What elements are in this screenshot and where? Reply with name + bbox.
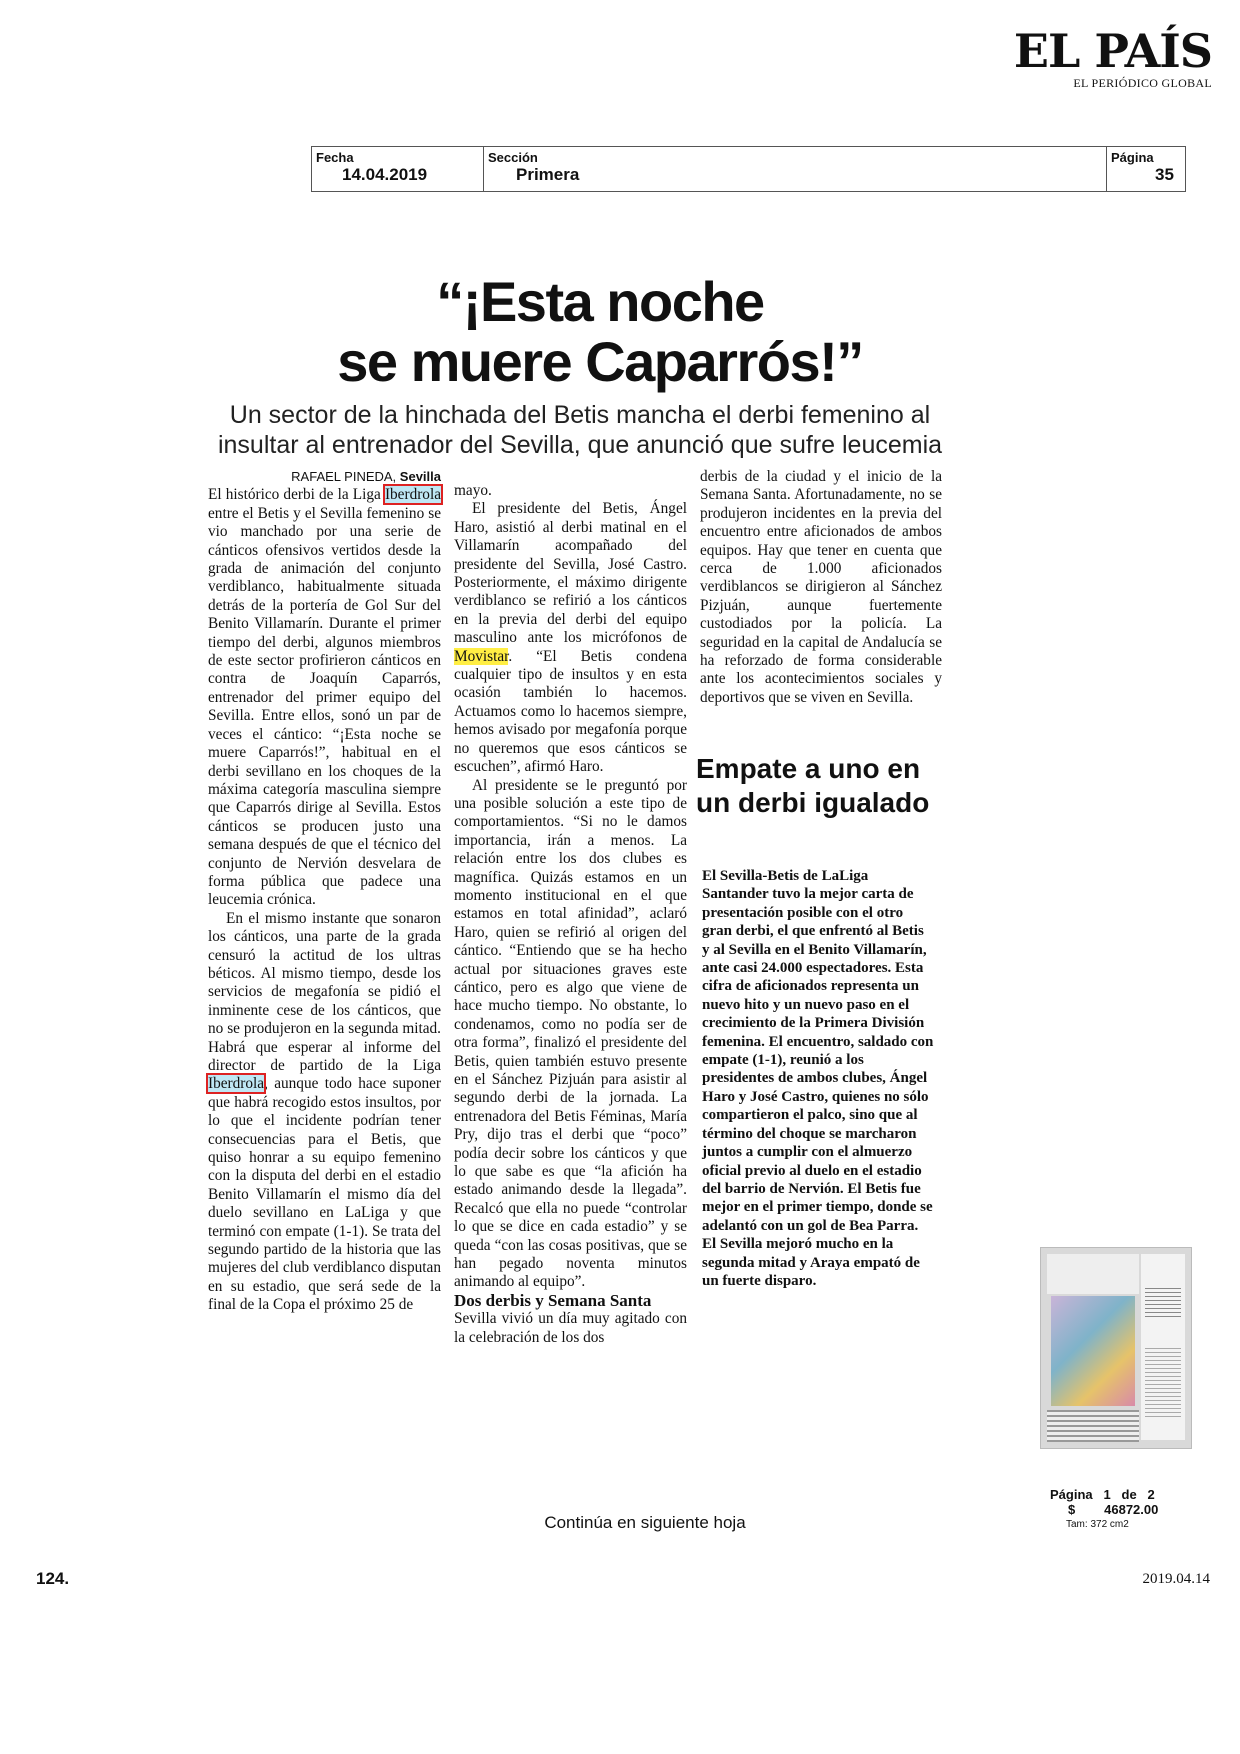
meta-seccion-cell xyxy=(484,147,1107,191)
article-headline xyxy=(200,272,1000,392)
text-run: . “El Betis condena cualquier tipo de insultos y en esta ocasión también lo hacemos. Actuamos como lo hacemos siempre, hemos avisado por megafonía porque no queremos que esos cánticos se escuchen”, afirmó Haro. xyxy=(454,647,687,776)
text-run: El presidente del Betis, Ángel Haro, asistió al derbi matinal en el Villamarín acompañado del presidente del Sevilla, José Castro. Posteriormente, el máximo dirigente verdiblanco se refirió a los cánticos en la previa del derbi del equipo masculino ante los micrófonos de xyxy=(454,500,687,647)
article-column-1 xyxy=(208,468,441,1315)
headline-line-1: “¡Esta noche xyxy=(436,270,764,333)
page-value: $ 46872.00 xyxy=(1068,1502,1159,1517)
page-count: Página 1 de 2 xyxy=(1050,1487,1155,1502)
page-number: 124. xyxy=(36,1569,70,1588)
thumbnail-text-lines xyxy=(1145,1288,1181,1318)
text-run: entre el Betis y el Sevilla femenino se vio manchado por una serie de cánticos ofensivos vertidos desde la grada de animación del conjunto verdiblanco, habitualmente situada detrás de la portería de Gol Sur del Benito Villamarín. Durante el primer tiempo del derbi, algunos miembros de este sector profirieron cánticos en contra de Joaquín Caparrós, entrenador del primer equipo del Sevilla. Entre ellos, sonó un par de veces el cántico: “¡Esta noche se muere Caparrós!”, habitual en el derbi sevillano en los choques de la máxima categoría masculina siempre que Caparrós dirige al Sevilla. Estos cánticos se producen justo una semana después de que el técnico del conjunto de Nervión desvelara de forma pública que padece una leucemia crónica. xyxy=(208,504,441,909)
paragraph: Sevilla vivió un día muy agitado con la celebración de los dos xyxy=(454,1310,687,1346)
paragraph: mayo. xyxy=(454,482,492,499)
meta-fecha-cell xyxy=(312,147,484,191)
article-column-3 xyxy=(700,468,942,707)
highlighted-term-movistar: Movistar xyxy=(454,647,509,665)
article-column-2 xyxy=(454,482,687,1347)
headline-line-2: se muere Caparrós!” xyxy=(337,330,863,393)
meta-seccion-value: Primera xyxy=(516,165,580,184)
logo-tagline: EL PERIÓDICO GLOBAL xyxy=(1073,76,1212,90)
logo-name: EL PAÍS xyxy=(1013,24,1212,78)
text-run: , aunque todo hace suponer que habrá recogido estos insultos, por lo que el incidente podrían tener consecuencias para el Betis, que quiso honrar a su equipo femenino con la disputa del derbi en el estadio Benito Villamarín el mismo día del duelo sevillano en LaLiga y que terminó con empate (1-1). Se trata del segundo partido de la historia que las mujeres del club verdiblanco disputan en su estadio, que será sede de la final de la Copa el próximo 25 de xyxy=(208,1075,441,1314)
paragraph xyxy=(208,486,441,909)
paragraph xyxy=(208,910,441,1315)
byline-author: RAFAEL PINEDA, xyxy=(291,469,397,484)
meta-fecha-label: Fecha xyxy=(316,150,354,165)
thumbnail-photo xyxy=(1051,1296,1135,1406)
page-size: Tam: 372 cm2 xyxy=(1066,1519,1129,1530)
highlighted-term-iberdrola: Iberdrola xyxy=(384,486,441,504)
thumbnail-text-lines xyxy=(1145,1348,1181,1418)
sidebar-title: Empate a uno en un derbi igualado xyxy=(696,753,930,818)
meta-seccion-label: Sección xyxy=(488,150,538,165)
section-subheading: Dos derbis y Semana Santa xyxy=(454,1290,652,1310)
paragraph xyxy=(454,500,687,776)
page-thumbnail xyxy=(1040,1247,1192,1449)
meta-fecha-value: 14.04.2019 xyxy=(342,165,428,184)
metadata-table xyxy=(311,146,1186,192)
thumbnail-headline-block xyxy=(1047,1254,1139,1294)
text-run: En el mismo instante que sonaron los cánticos, una parte de la grada censuró la actitud de los ultras béticos. Al mismo tiempo, desde los servicios de megafonía se pidió el inminente cese de los cánticos, que no se produjeron en la segunda mitad. Habrá que esperar al informe del director de partido de la Liga xyxy=(208,909,441,1074)
paragraph: Al presidente se le preguntó por una posible solución a este tipo de comportamientos. “Si no le damos importancia, irán a menos. La relación entre los dos clubes es magnífica. Quizás estamos en un momento institucional en el que estamos en total afinidad”, aclaró Haro, quien se refirió al origen del cántico. “Entiendo que se ha hecho actual por situaciones graves este cántico, pero es algo que viene de hace mucho tiempo. No obstante, lo condenamos, como no podía ser de otra forma”, finalizó el presidente del Betis, quien también estuvo presente en el Sánchez Pizjuán para asistir al segundo derbi de la jornada. La entrenadora del Betis Féminas, María Pry, dijo tras el derbi que “poco” podía decir sobre los cánticos y que lo que sabe es que “la afición ha estado animando desde la llegada”. Recalcó que ella no puede “controlar lo que se dice en cada estadio” y se queda “con las cosas positivas, que se han pegado noventa minutos animando al equipo”. xyxy=(454,776,687,1291)
paragraph: derbis de la ciudad y el inicio de la Semana Santa. Afortunadamente, no se produjeron incidentes en la previa del encuentro entre aficionados de ambos equipos. Hay que tener en cuenta que cerca de 1.000 aficionados verdiblancos se dirigieron al Sánchez Pizjuán, aunque fuertemente custodiados por la policía. La seguridad en la capital de Andalucía se ha reforzado de forma considerable ante los acontecimientos sociales y deportivos que se viven en Sevilla. xyxy=(700,468,942,706)
footer-date: 2019.04.14 xyxy=(1142,1571,1210,1587)
meta-pagina-cell xyxy=(1107,147,1185,191)
article-subheadline: Un sector de la hinchada del Betis mancha el derbi femenino al insultar al entrenador del Sevilla, que anunció que sufre leucemia xyxy=(217,401,943,459)
newspaper-logo xyxy=(1012,24,1212,91)
page-info xyxy=(1050,1487,1200,1532)
byline xyxy=(208,468,441,486)
text-run: El histórico derbi de la Liga xyxy=(208,486,385,504)
byline-place: Sevilla xyxy=(399,469,441,484)
highlighted-term-iberdrola: Iberdrola xyxy=(208,1075,265,1093)
sidebar-body: El Sevilla-Betis de LaLiga Santander tuvo la mejor carta de presentación posible con el otro gran derbi, el que enfrentó al Betis y al Sevilla en el Benito Villamarín, ante casi 24.000 espectadores. Esta cifra de aficionados representa un nuevo hito y un nuevo paso en el crecimiento de la Primera División femenina. El encuentro, saldado con empate (1-1), reunió a los presidentes de ambos clubes, Ángel Haro y José Castro, quienes no sólo compartieron el palco, sino que al término del choque se marcharon juntos a cumplir con el almuerzo oficial previo al duelo en el estadio del barrio de Nervión. El Betis fue mejor en el primer tiempo, donde se adelantó con un gol de Bea Parra. El Sevilla mejoró mucho en la segunda mitad y Araya empató de un fuerte disparo. xyxy=(702,868,934,1289)
continues-note: Continúa en siguiente hoja xyxy=(544,1513,746,1532)
thumbnail-text-lines xyxy=(1047,1410,1139,1442)
meta-pagina-value: 35 xyxy=(1155,165,1174,184)
meta-pagina-label: Página xyxy=(1111,150,1154,165)
